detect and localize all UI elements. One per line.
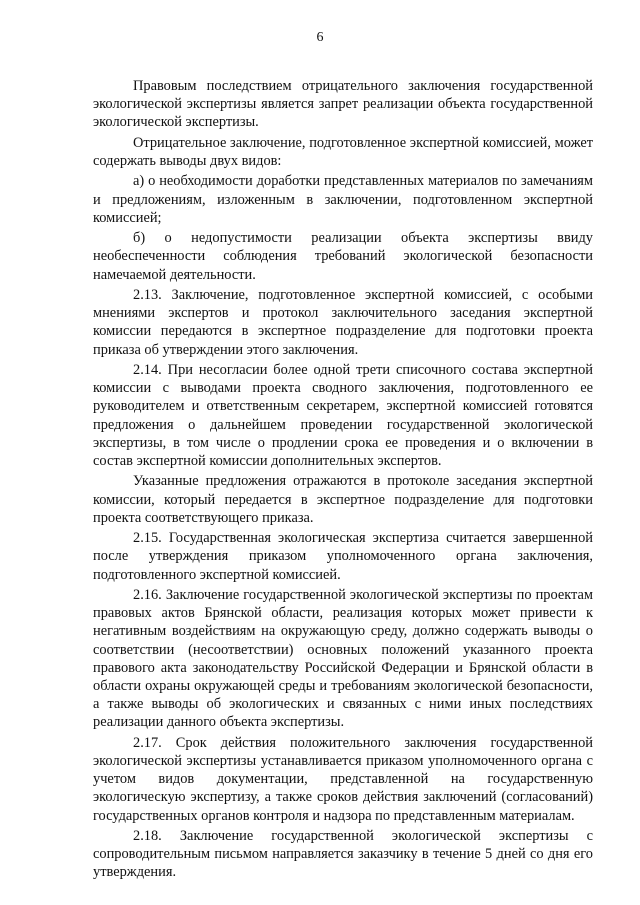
paragraph-2-14: 2.14. При несогласии более одной трети списочного состава экспертной комиссии с выводами проекта сводного заключения, подготовленного ее руководителем и ответственным секретарем, экспертной комиссией готовятся предложения о дальнейшем проведении государственной экологической экспертизы, в том числе о продлении срока ее проведения и о включении в состав экспертной комиссии дополнительных экспертов. bbox=[93, 361, 593, 469]
paragraph-2-18: 2.18. Заключение государственной экологической экспертизы с сопроводительным письмом направляется заказчику в течение 5 дней со дня его утверждения. bbox=[93, 828, 593, 881]
paragraph-2-16: 2.16. Заключение государственной экологической экспертизы по проектам правовых актов Брянской области, реализация которых может привести к негативным воздействиям на окружающую среду, должно содержать выводы о соответствии (несоответствии) основных положений указанного проекта правового акта законодательству Российской Федерации и Брянской области в области охраны окружающей среды и требованиям экологической безопасности, а также выводы об экологических и связанных с ними иных последствиях реализации данного объекта экспертизы. bbox=[93, 586, 593, 731]
paragraph-2-13: 2.13. Заключение, подготовленное экспертной комиссией, с особыми мнениями экспертов и протокол заключительного заседания экспертной комиссии передаются в экспертное подразделение для подготовки проекта приказа об утверждении этого заключения. bbox=[93, 286, 593, 358]
paragraph-legal-consequence: Правовым последствием отрицательного заключения государственной экологической экспертизы является запрет реализации объекта государственной экологической экспертизы. bbox=[93, 78, 593, 131]
list-item-a: а) о необходимости доработки представленных материалов по замечаниям и предложениям, изложенным в заключении, подготовленном экспертной комиссией; bbox=[93, 173, 593, 226]
paragraph-2-15: 2.15. Государственная экологическая экспертиза считается завершенной после утверждения приказом уполномоченного органа заключения, подготовленного экспертной комиссией. bbox=[93, 530, 593, 583]
paragraph-2-17: 2.17. Срок действия положительного заключения государственной экологической экспертизы устанавливается приказом уполномоченного органа с учетом видов документации, представленной на государственную экологическую экспертизу, а также сроков действия заключений (согласований) государственных органов контроля и надзора по представленным материалам. bbox=[93, 734, 593, 824]
list-item-b: б) о недопустимости реализации объекта экспертизы ввиду необеспеченности соблюдения требований экологической безопасности намечаемой деятельности. bbox=[93, 230, 593, 283]
document-body bbox=[93, 77, 593, 884]
paragraph-proposals-protocol: Указанные предложения отражаются в протоколе заседания экспертной комиссии, который передается в экспертное подразделение для подготовки проекта соответствующего приказа. bbox=[93, 473, 593, 526]
page-number: 6 bbox=[316, 30, 324, 45]
paragraph-negative-conclusion-intro: Отрицательное заключение, подготовленное экспертной комиссией, может содержать выводы двух видов: bbox=[93, 134, 593, 169]
